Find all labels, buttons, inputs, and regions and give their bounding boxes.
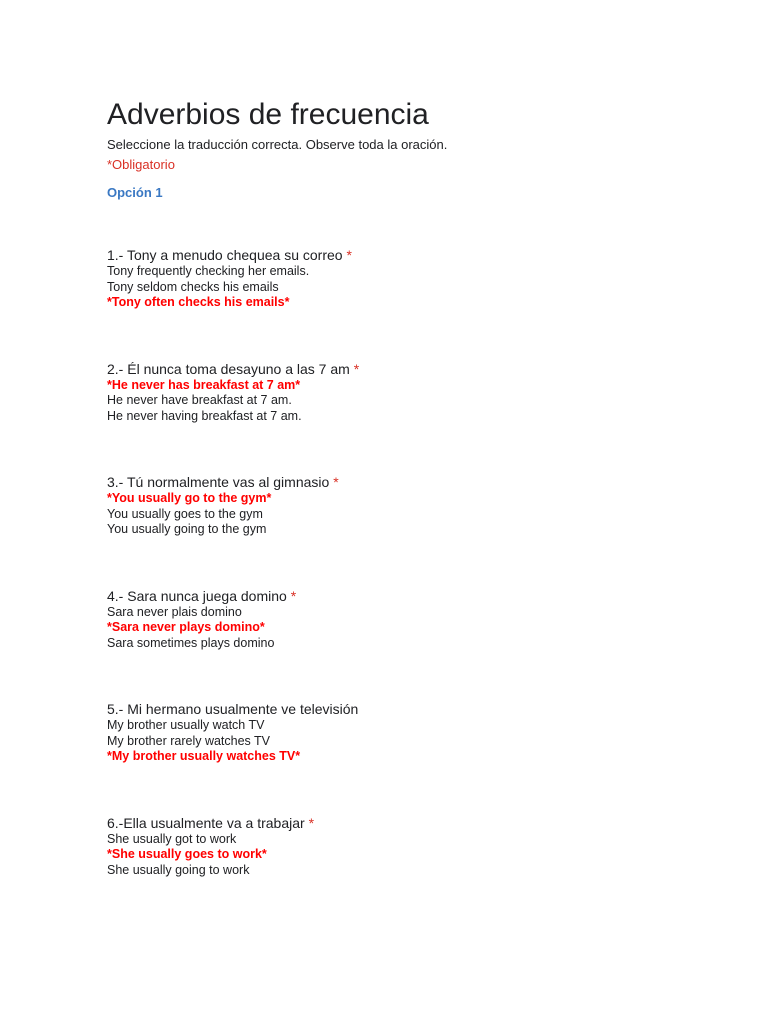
question-title [107, 814, 747, 832]
question-title-text: 1.- Tony a menudo chequea su correo [107, 247, 343, 263]
question-2 [107, 360, 747, 425]
question-5 [107, 700, 747, 765]
answer-option-correct[interactable]: *You usually go to the gym* [107, 491, 272, 505]
question-list [107, 246, 747, 878]
required-star: * [353, 360, 360, 377]
required-note: *Obligatorio [107, 157, 175, 172]
question-title [107, 360, 747, 378]
section-title: Opción 1 [107, 185, 163, 200]
answer-option[interactable]: She usually going to work [107, 862, 250, 877]
question-title-text: 4.- Sara nunca juega domino [107, 587, 287, 604]
required-star: * [308, 814, 315, 831]
question-title [107, 473, 747, 491]
answer-option-correct[interactable]: *Sara never plays domino* [107, 620, 265, 634]
question-6 [107, 814, 747, 879]
question-title-text: 3.- Tú normalmente vas al gimnasio [107, 474, 330, 490]
question-1 [107, 246, 747, 311]
answer-option[interactable]: Sara never plais domino [107, 604, 242, 619]
answer-option-correct[interactable]: *She usually goes to work* [107, 847, 267, 861]
question-4 [107, 587, 747, 652]
answer-option-correct[interactable]: *Tony often checks his emails* [107, 295, 290, 309]
answer-option[interactable]: My brother rarely watches TV [107, 733, 271, 748]
answer-option[interactable]: Sara sometimes plays domino [107, 635, 275, 650]
answer-option-correct[interactable]: *My brother usually watches TV* [107, 749, 301, 763]
question-title [107, 246, 747, 264]
question-3 [107, 473, 747, 538]
question-title-text: 6.-Ella usualmente va a trabajar [107, 814, 305, 831]
answer-option[interactable]: He never have breakfast at 7 am. [107, 393, 292, 407]
question-title [107, 700, 747, 718]
required-star: * [333, 474, 339, 490]
form-title: Adverbios de frecuencia [107, 98, 429, 131]
answer-option-correct[interactable]: *He never has breakfast at 7 am* [107, 377, 301, 392]
question-title [107, 587, 747, 605]
answer-option[interactable]: You usually goes to the gym [107, 506, 263, 521]
question-title-text: 5.- Mi hermano usualmente ve televisión [107, 701, 359, 717]
answer-option[interactable]: Tony frequently checking her emails. [107, 264, 310, 278]
required-star: * [290, 587, 297, 604]
form-subtitle: Seleccione la traducción correcta. Observe toda la oración. [107, 137, 448, 152]
answer-option[interactable]: You usually going to the gym [107, 522, 267, 536]
answer-option[interactable]: She usually got to work [107, 831, 237, 846]
answer-option[interactable]: My brother usually watch TV [107, 718, 265, 732]
form-page [107, 96, 747, 878]
answer-option[interactable]: He never having breakfast at 7 am. [107, 408, 302, 423]
question-title-text: 2.- Él nunca toma desayuno a las 7 am [107, 360, 350, 377]
answer-option[interactable]: Tony seldom checks his emails [107, 279, 279, 294]
required-star: * [346, 247, 352, 263]
